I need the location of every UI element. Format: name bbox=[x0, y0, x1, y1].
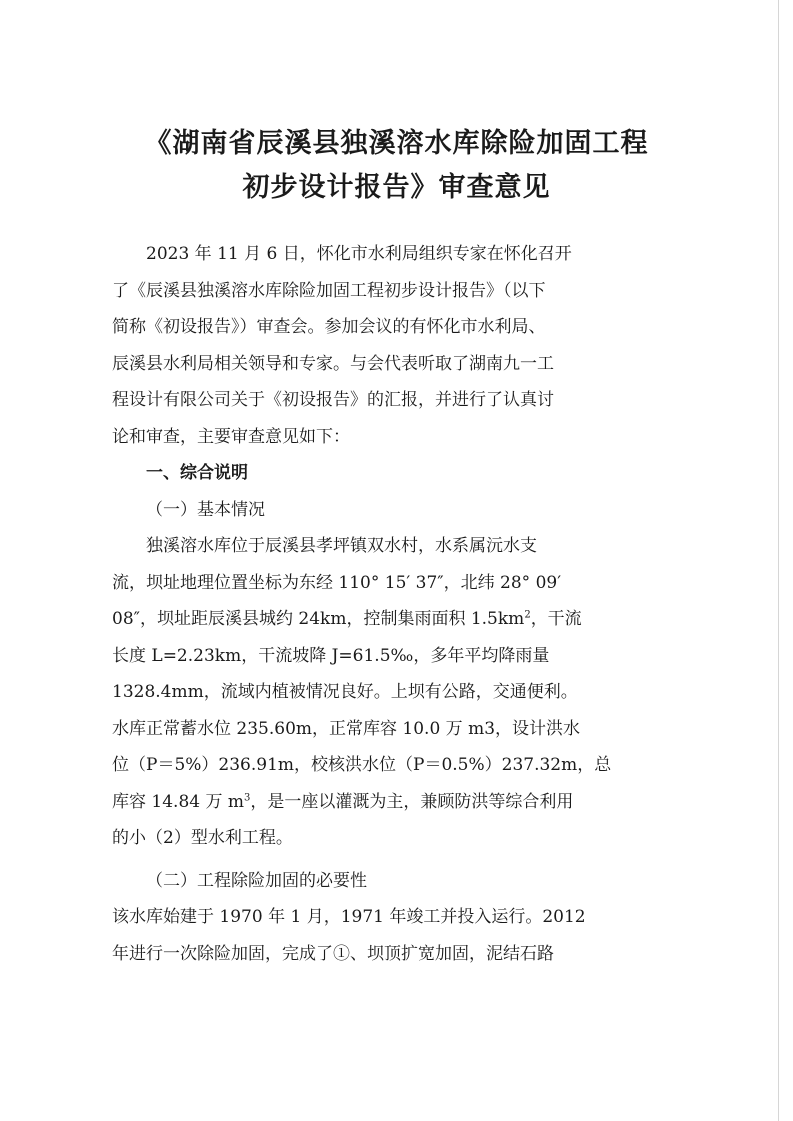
superscript-3: 3 bbox=[244, 791, 251, 803]
intro-line: 了《辰溪县独溪溶水库除险加固工程初步设计报告》（以下 bbox=[112, 280, 546, 301]
intro-line: 简称《初设报告》）审查会。参加会议的有怀化市水利局、 bbox=[112, 317, 546, 337]
title-line-1: 《湖南省辰溪县独溪溶水库除险加固工程 bbox=[144, 128, 649, 159]
intro-line: 辰溪县水利局相关领导和专家。与会代表听取了湖南九一工 bbox=[112, 353, 554, 374]
section-heading-1: 一、综合说明 bbox=[146, 463, 248, 483]
basic-info-line: 流，坝址地理位置坐标为东经 110° 15′ 37″，北纬 28° 09′ bbox=[112, 572, 562, 593]
document-body bbox=[112, 236, 687, 972]
basic-info-text: ，是一座以灌溉为主，兼顾防洪等综合利用 bbox=[250, 791, 574, 812]
basic-info-line: 独溪溶水库位于辰溪县孝坪镇双水村，水系属沅水支 bbox=[146, 536, 537, 556]
basic-info-line: 水库正常蓄水位 235.60m，正常库容 10.0 万 m3，设计洪水 bbox=[112, 718, 581, 739]
subsection-heading-2: （二）工程除险加固的必要性 bbox=[146, 870, 367, 891]
basic-info-text: ，干流 bbox=[530, 609, 582, 629]
superscript-2: 2 bbox=[524, 609, 531, 621]
basic-info-text: 库容 14.84 万 m bbox=[112, 791, 244, 812]
basic-info-line: 1328.4mm，流域内植被情况良好。上坝有公路，交通便利。 bbox=[112, 682, 578, 702]
intro-line: 程设计有限公司关于《初设报告》的汇报，并进行了认真讨 bbox=[112, 390, 554, 410]
necessity-line: 该水库始建于 1970 年 1 月，1971 年竣工并投入运行。2012 bbox=[112, 907, 586, 927]
intro-paragraph bbox=[112, 236, 687, 455]
necessity-line: 年进行一次除险加固，完成了①、坝顶扩宽加固，泥结石路 bbox=[112, 943, 554, 964]
basic-info-line bbox=[112, 784, 687, 821]
document-title bbox=[0, 122, 793, 210]
basic-info-line: 长度 L=2.23km，干流坡降 J=61.5‰，多年平均降雨量 bbox=[112, 645, 550, 666]
basic-info-paragraph bbox=[112, 528, 687, 857]
title-line-2: 初步设计报告》审查意见 bbox=[242, 172, 551, 203]
basic-info-line: 的小（2）型水利工程。 bbox=[112, 828, 293, 848]
necessity-paragraph bbox=[112, 899, 687, 972]
basic-info-line bbox=[112, 601, 687, 638]
intro-line: 论和审查，主要审查意见如下： bbox=[112, 426, 350, 447]
basic-info-text: 08″，坝址距辰溪县城约 24km，控制集雨面积 1.5km bbox=[112, 609, 525, 629]
basic-info-line: 位（P＝5%）236.91m，校核洪水位（P＝0.5%）237.32m，总 bbox=[112, 755, 612, 775]
intro-line: 2023 年 11 月 6 日，怀化市水利局组织专家在怀化召开 bbox=[146, 244, 572, 264]
subsection-heading-1: （一）基本情况 bbox=[146, 499, 265, 520]
